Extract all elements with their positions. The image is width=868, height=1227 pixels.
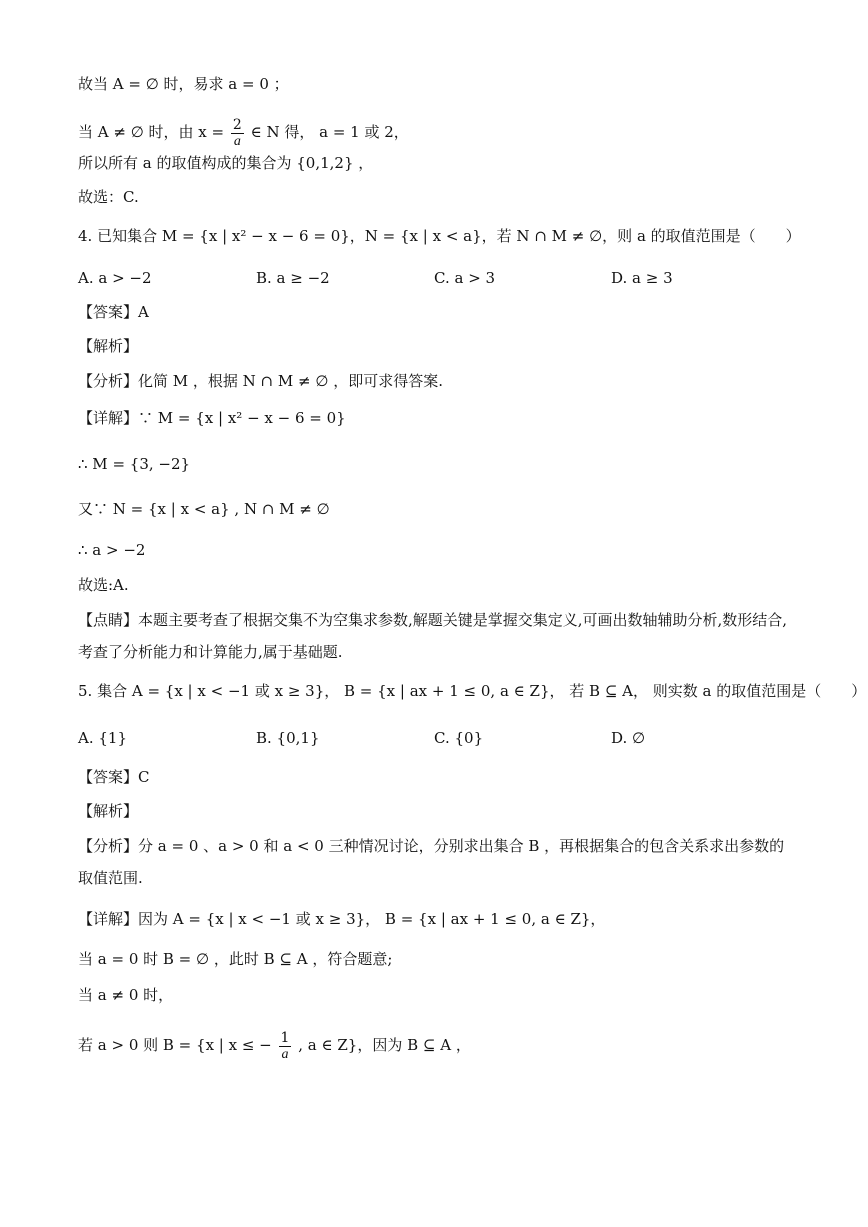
- fraction-numerator: 1: [280, 1029, 290, 1046]
- q4-option-d: D. a ≥ 3: [611, 269, 673, 287]
- q4-option-c: C. a > 3: [434, 269, 496, 287]
- q4-analysis: 【分析】化简 M ，根据 N ∩ M ≠ ∅ ，即可求得答案.: [78, 372, 443, 390]
- q5-step-3: [78, 1025, 471, 1065]
- q4-selection: 故选:A.: [78, 576, 129, 594]
- solution-line-3: 所以所有 a 的取值构成的集合为 {0,1,2} ，: [78, 154, 374, 172]
- q5-option-b: B. {0,1}: [256, 729, 320, 747]
- question-4-stem: 4. 已知集合 M = {x | x² − x − 6 = 0}，N = {x | x < a}，若 N ∩ M ≠ ∅，则 a 的取值范围是（ ）: [78, 227, 801, 245]
- solution-line-2: [78, 112, 409, 152]
- fraction-denominator: a: [281, 1046, 289, 1062]
- q5-step-3-pre: 若 a > 0 则 B = {x | x ≤ −: [78, 1036, 272, 1054]
- solution-line-2-pre: 当 A ≠ ∅ 时，由 x =: [78, 123, 225, 141]
- q4-detail: 【详解】∵ M = {x | x² − x − 6 = 0}: [78, 409, 346, 427]
- question-5-stem: 5. 集合 A = {x | x < −1 或 x ≥ 3}， B = {x | ax + 1 ≤ 0, a ∈ Z}， 若 B ⊆ A， 则实数 a 的取值范围是（ ）: [78, 682, 867, 700]
- q4-step-2: 又∵ N = {x | x < a} , N ∩ M ≠ ∅: [78, 500, 330, 518]
- q4-step-3: ∴ a > −2: [78, 541, 146, 559]
- q5-detail: 【详解】因为 A = {x | x < −1 或 x ≥ 3}， B = {x | ax + 1 ≤ 0, a ∈ Z}，: [78, 910, 606, 928]
- q5-step-2: 当 a ≠ 0 时，: [78, 986, 174, 1004]
- fraction-1-over-a: [279, 1030, 292, 1063]
- q5-step-3-post: , a ∈ Z}，因为 B ⊆ A ，: [298, 1036, 471, 1054]
- q4-step-1: ∴ M = {3, −2}: [78, 455, 191, 473]
- q4-answer: 【答案】A: [78, 303, 149, 321]
- solution-line-2-post: ∈ N 得， a = 1 或 2，: [250, 123, 409, 141]
- q5-option-d: D. ∅: [611, 729, 646, 747]
- q5-step-1: 当 a = 0 时 B = ∅ ，此时 B ⊆ A ，符合题意;: [78, 950, 393, 968]
- solution-line-1: 故当 A = ∅ 时，易求 a = 0 ；: [78, 75, 289, 93]
- q5-option-a: A. {1}: [78, 729, 127, 747]
- fraction-2-over-a: [231, 117, 244, 150]
- q5-analysis-heading: 【解析】: [78, 802, 139, 820]
- q4-option-b: B. a ≥ −2: [256, 269, 330, 287]
- q4-comment: 【点睛】本题主要考查了根据交集不为空集求参数,解题关键是掌握交集定义,可画出数轴辅助分析,数形结合,考查了分析能力和计算能力,属于基础题.: [78, 611, 788, 661]
- q4-option-a: A. a > −2: [78, 269, 152, 287]
- q5-analysis: 【分析】分 a = 0 、a > 0 和 a < 0 三种情况讨论，分别求出集合 B ，再根据集合的包含关系求出参数的取值范围.: [78, 837, 785, 887]
- solution-line-4: 故选：C.: [78, 188, 139, 206]
- fraction-numerator: 2: [232, 116, 242, 133]
- q5-option-c: C. {0}: [434, 729, 484, 747]
- q4-analysis-heading: 【解析】: [78, 337, 139, 355]
- fraction-denominator: a: [233, 133, 241, 149]
- q5-answer: 【答案】C: [78, 768, 150, 786]
